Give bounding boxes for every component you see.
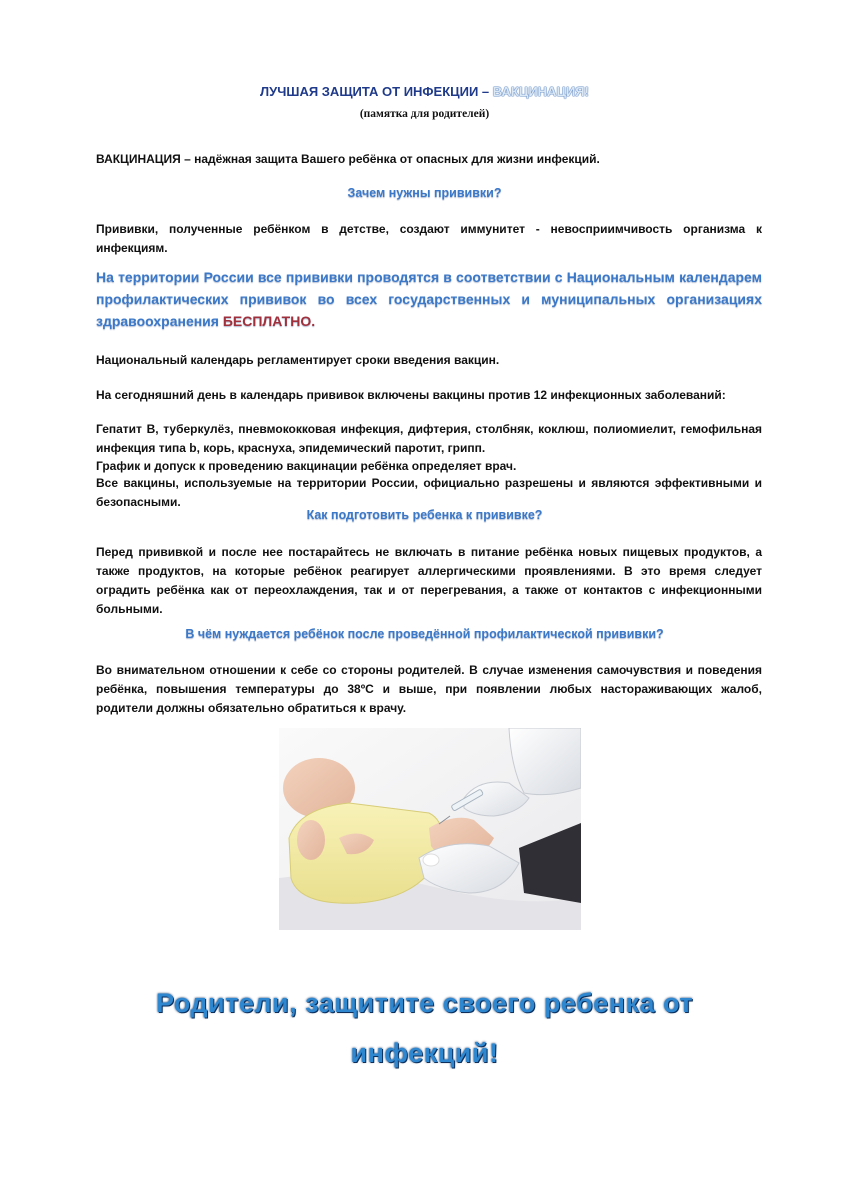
section-heading-prepare: Как подготовить ребенка к прививке?	[306, 508, 543, 522]
prepare-paragraph: Перед прививкой и после нее постарайтесь не включать в питание ребёнка новых пищевых продуктов, а также продуктов, на которые ребёнок реагирует аллергическими проявлениями. В это время следует оградить ребёнка как от переохлаждения, так и от перегревания, а также от контактов с инфекционными больными.	[96, 545, 762, 616]
section-heading-why: Зачем нужны прививки?	[347, 186, 502, 200]
calendar-includes: На сегодняшний день в календарь прививок включены вакцины против 12 инфекционных заболеваний:	[96, 388, 726, 402]
title-main: ЛУЧШАЯ ЗАЩИТА ОТ ИНФЕКЦИИ –	[260, 84, 493, 99]
page-subtitle: (памятка для родителей)	[359, 108, 490, 120]
calendar-notice-text: На территории России все прививки проводятся в соответствии с Национальным календарем профилактических прививок во всех государственных и муниципальных организациях здравоохранения	[96, 269, 762, 329]
disease-list: Гепатит В, туберкулёз, пневмококковая инфекция, дифтерия, столбняк, коклюш, полиомиелит, гемофильная инфекция типа b, корь, краснуха, эпидемический паротит, грипп.	[96, 422, 762, 455]
page-title	[0, 84, 849, 99]
slogan-line-1: Родители, защитите своего ребенка от	[155, 988, 694, 1018]
calendar-notice	[96, 266, 762, 332]
title-accent: ВАКЦИНАЦИЯ!	[492, 84, 589, 99]
free-label: БЕСПЛАТНО.	[222, 313, 316, 329]
vaccination-photo	[279, 728, 581, 930]
after-paragraph: Во внимательном отношении к себе со стороны родителей. В случае изменения самочувствия и поведения ребёнка, повышения температуры до 38ºС и выше, при появлении любых настораживающих жалоб, родители должны обязательно обратиться к врачу.	[96, 663, 762, 715]
vaccines-approved: Все вакцины, используемые на территории России, официально разрешены и являются эффективными и безопасными.	[96, 476, 762, 509]
slogan-line-2: инфекций!	[350, 1038, 499, 1068]
doctor-decides: График и допуск к проведению вакцинации ребёнка определяет врач.	[96, 459, 517, 473]
why-paragraph: Прививки, полученные ребёнком в детстве, создают иммунитет - невосприимчивость организма к инфекциям.	[96, 222, 762, 255]
intro-paragraph: ВАКЦИНАЦИЯ – надёжная защита Вашего ребёнка от опасных для жизни инфекций.	[96, 152, 600, 166]
section-heading-after: В чём нуждается ребёнок после проведённой профилактической прививки?	[185, 627, 664, 641]
calendar-regulates: Национальный календарь регламентирует сроки введения вакцин.	[96, 353, 500, 367]
